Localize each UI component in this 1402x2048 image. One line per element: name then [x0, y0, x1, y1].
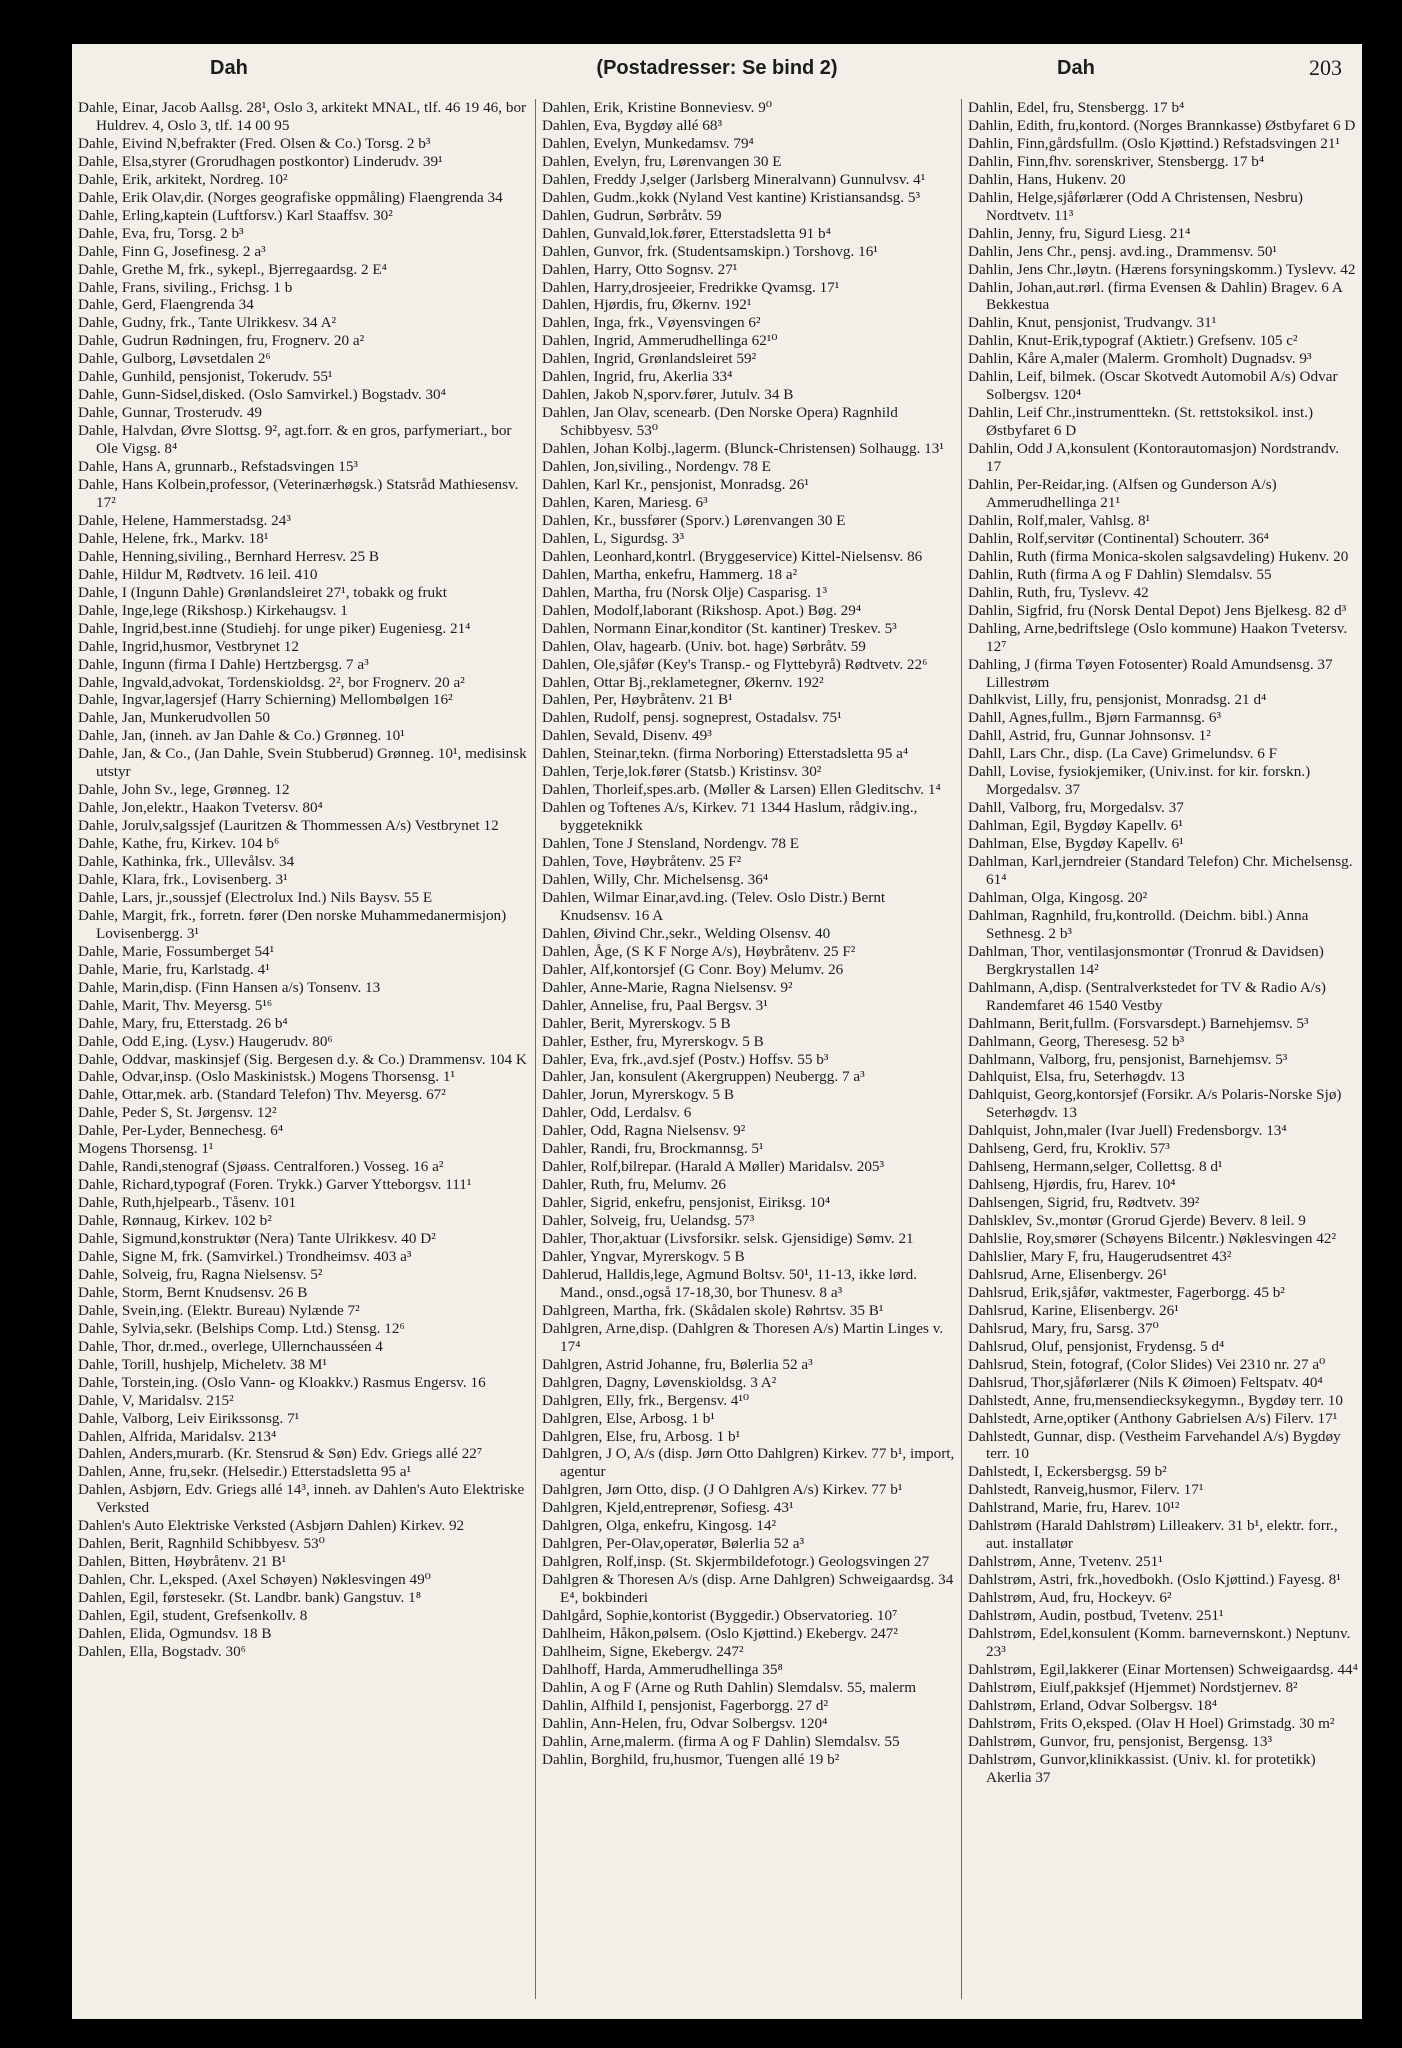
- directory-entry: Dahlin, Borghild, fru,husmor, Tuengen allé 19 b²: [542, 1750, 840, 1768]
- directory-entry: Dahlin, Johan,aut.rørl. (firma Evensen & Dahlin) Bragev. 6 A Bekkestua: [968, 278, 1342, 314]
- directory-entry: Dahle, Gunnar, Trosterudv. 49: [78, 404, 263, 422]
- directory-entry: Dahlstedt, Arne,optiker (Anthony Gabrielsen A/s) Filerv. 17¹: [968, 1409, 1338, 1427]
- directory-entry: Dahlin, Leif Chr.,instrumenttekn. (St. rettstoksikol. inst.) Østbyfaret 6 D: [968, 404, 1314, 440]
- directory-entry: Dahlstrøm, Frits O,eksped. (Olav H Hoel) Grimstadg. 30 m²: [968, 1714, 1335, 1732]
- directory-entry: Dahle, Elsa,styrer (Grorudhagen postkontor) Linderudv. 39¹: [78, 152, 443, 170]
- directory-entry: Dahlen, Inga, frk., Vøyensvingen 6²: [542, 314, 761, 332]
- directory-entry: Dahle, Ingunn (firma I Dahle) Hertzbergsg. 7 a³: [78, 655, 369, 673]
- directory-entry: Dahlen, Bitten, Høybråtenv. 21 B¹: [78, 1553, 287, 1571]
- directory-entry: Dahlstrøm, Astri, frk.,hovedbokh. (Oslo Kjøttind.) Fayesg. 8¹: [968, 1571, 1341, 1589]
- directory-entry: Dahle, Marin,disp. (Finn Hansen a/s) Tonsenv. 13: [78, 978, 381, 996]
- directory-entry: Dahlen, Tone J Stensland, Nordengv. 78 E: [542, 835, 800, 853]
- directory-entry: Dahle, I (Ingunn Dahle) Grønlandsleiret 27¹, tobakk og frukt: [78, 583, 447, 601]
- directory-entry: Dahle, Henning,siviling., Bernhard Herresv. 25 B: [78, 547, 380, 565]
- directory-entry: Dahlen, Rudolf, pensj. sogneprest, Ostadalsv. 75¹: [542, 709, 842, 727]
- directory-entry: Dahlen, Egil, student, Grefsenkollv. 8: [78, 1607, 308, 1625]
- directory-entry: Dahlen, Steinar,tekn. (firma Norboring) Etterstadsletta 95 a⁴: [542, 745, 909, 763]
- directory-entry: Dahle, Gunn-Sidsel,disked. (Oslo Samvirkel.) Bogstadv. 30⁴: [78, 386, 446, 404]
- directory-entry: Dahlstrøm, Aud, fru, Hockeyv. 6²: [968, 1589, 1172, 1607]
- directory-entry: Dahlstrøm, Erland, Odvar Solbergsv. 18⁴: [968, 1696, 1218, 1714]
- directory-entry: Dahlen, Terje,lok.fører (Statsb.) Kristinsv. 30²: [542, 763, 822, 781]
- directory-entry: Dahlquist, Elsa, fru, Seterhøgdv. 13: [968, 1068, 1185, 1086]
- directory-entry: Dahlgren, Rolf,insp. (St. Skjermbildefotogr.) Geologsvingen 27: [542, 1553, 930, 1571]
- directory-entry: Dahle, Jan, & Co., (Jan Dahle, Svein Stubberud) Grønneg. 10¹, medisinsk utstyr: [78, 745, 527, 781]
- header-right-keyword: Dah: [1057, 57, 1095, 79]
- directory-entry: Dahlin, Arne,malerm. (firma A og F Dahlin) Slemdalsv. 55: [542, 1732, 900, 1750]
- directory-entry: Dahle, Richard,typograf (Foren. Trykk.) Garver Ytteborgsv. 111¹: [78, 1176, 472, 1194]
- directory-entry: Dahlsrud, Oluf, pensjonist, Frydensg. 5 d⁴: [968, 1337, 1225, 1355]
- directory-entry: Dahlen, Ole,sjåfør (Key's Transp.- og Flyttebyrå) Rødtvetv. 22⁶: [542, 655, 928, 673]
- directory-entry: Dahlin, Edith, fru,kontord. (Norges Brannkasse) Østbyfaret 6 D: [968, 116, 1356, 134]
- directory-entry: Dahler, Rolf,bilrepar. (Harald A Møller) Maridalsv. 205³: [542, 1158, 885, 1176]
- directory-entry: Dahlen, Chr. L,eksped. (Axel Schøyen) Nøklesvingen 49⁰: [78, 1571, 431, 1589]
- directory-entry: Dahlslier, Mary F, fru, Haugerudsentret 43²: [968, 1248, 1232, 1265]
- directory-entry: Dahlsrud, Thor,sjåførlærer (Nils K Øimoen) Feltspatv. 40⁴: [968, 1373, 1323, 1391]
- directory-entry: Dahlen, Elida, Ogmundsv. 18 B: [78, 1625, 272, 1643]
- directory-entry: Dahle, Eivind N,befrakter (Fred. Olsen & Co.) Torsg. 2 b³: [78, 134, 431, 152]
- directory-entry: Dahlen, Martha, enkefru, Hammerg. 18 a²: [542, 565, 798, 583]
- directory-entry: Dahling, Arne,bedriftslege (Oslo kommune) Haakon Tvetersv. 12⁷: [968, 619, 1348, 655]
- directory-entry: Dahlen, Tove, Høybråtenv. 25 F²: [542, 853, 742, 871]
- directory-entry: Dahlen, Ella, Bogstadv. 30⁶: [78, 1642, 246, 1660]
- directory-entry: Dahle, Grethe M, frk., sykepl., Bjerregaardsg. 2 E⁴: [78, 260, 387, 278]
- directory-entry: Dahlen, Sevald, Disenv. 49³: [542, 727, 712, 745]
- directory-entry: Dahlen, Evelyn, fru, Lørenvangen 30 E: [542, 152, 782, 170]
- directory-entry: Dahlin, Knut-Erik,typograf (Aktietr.) Grefsenv. 105 c²: [968, 332, 1298, 350]
- directory-entry: Dahle, Jan, (inneh. av Jan Dahle & Co.) Grønneg. 10¹: [78, 727, 405, 745]
- header-center-note: (Postadresser: Se bind 2): [596, 57, 838, 79]
- directory-entry: Dahler, Jan, konsulent (Akergruppen) Neubergg. 7 a³: [542, 1068, 865, 1086]
- directory-entry: Dahle, Svein,ing. (Elektr. Bureau) Nylænde 7²: [78, 1301, 360, 1319]
- directory-entry: Dahle, Marit, Thv. Meyersg. 5¹⁶: [78, 996, 273, 1014]
- directory-entry: Dahle, Rønnaug, Kirkev. 102 b²: [78, 1212, 272, 1230]
- directory-entry: Dahle, Sylvia,sekr. (Belships Comp. Ltd.) Stensg. 12⁶: [78, 1319, 405, 1337]
- directory-entry: Dahlstedt, Ranveig,husmor, Filerv. 17¹: [968, 1481, 1204, 1499]
- directory-entry: Dahlseng, Gerd, fru, Krokliv. 57³: [968, 1140, 1170, 1158]
- directory-entry: Dahler, Berit, Myrerskogv. 5 B: [542, 1014, 731, 1032]
- directory-entry: Dahlen, Karen, Mariesg. 6³: [542, 493, 708, 511]
- directory-entry: Dahler, Ruth, fru, Melumv. 26: [542, 1176, 726, 1194]
- directory-entry: Dahlslie, Roy,smører (Schøyens Bilcentr.) Nøklesvingen 42²: [968, 1230, 1337, 1248]
- directory-entry: Dahlen, Martha, fru (Norsk Olje) Casparisg. 1³: [542, 583, 828, 601]
- directory-entry: Dahle, Storm, Bernt Knudsensv. 26 B: [78, 1283, 308, 1301]
- column-divider: [961, 99, 962, 1999]
- directory-entry: Dahlin, Alfhild I, pensjonist, Fagerborgg. 27 d²: [542, 1696, 829, 1714]
- directory-entry: Dahlstrøm (Harald Dahlstrøm) Lilleakerv. 31 b¹, elektr. forr., aut. installatør: [968, 1517, 1338, 1553]
- directory-entry: Dahle, Ingvald,advokat, Tordenskioldsg. 2², bor Frognerv. 20 a²: [78, 673, 465, 691]
- directory-entry: Dahlin, Edel, fru, Stensbergg. 17 b⁴: [968, 99, 1185, 116]
- directory-entry: Dahler, Randi, fru, Brockmannsg. 5¹: [542, 1140, 764, 1158]
- directory-entry: Dahlsrud, Mary, fru, Sarsg. 37⁰: [968, 1319, 1159, 1337]
- directory-entry: Dahlen, Hjørdis, fru, Økernv. 192¹: [542, 296, 752, 314]
- page-number: 203: [1309, 55, 1342, 80]
- directory-entry: Dahlstrøm, Anne, Tvetenv. 251¹: [968, 1553, 1163, 1571]
- directory-entry: Dahlen, Ottar Bj.,reklametegner, Økernv. 192²: [542, 673, 824, 691]
- directory-entry: Dahlstedt, Anne, fru,mensendiecksykegymn., Bygdøy terr. 10: [968, 1391, 1343, 1409]
- directory-entry: Dahlseng, Hjørdis, fru, Harev. 10⁴: [968, 1176, 1176, 1194]
- directory-entry: Dahle, Helene, frk., Markv. 18¹: [78, 529, 269, 547]
- directory-entry: Dahlen, Leonhard,kontrl. (Bryggeservice) Kittel-Nielsensv. 86: [542, 547, 923, 565]
- directory-entry: Dahlquist, John,maler (Ivar Juell) Fredensborgv. 13⁴: [968, 1122, 1287, 1140]
- directory-entry: Dahlen, Ingrid, Ammerudhellinga 62¹⁰: [542, 332, 778, 350]
- directory-entry: Dahlsklev, Sv.,montør (Grorud Gjerde) Beverv. 8 leil. 9: [968, 1212, 1306, 1230]
- directory-entry: Dahlstrøm, Gunvor, fru, pensjonist, Bergensg. 13³: [968, 1732, 1273, 1750]
- directory-entry: Dahlin, Knut, pensjonist, Trudvangv. 31¹: [968, 314, 1217, 332]
- directory-entry: Dahler, Jorun, Myrerskogv. 5 B: [542, 1086, 735, 1104]
- directory-entry: Dahlstedt, Gunnar, disp. (Vestheim Farvehandel A/s) Bygdøy terr. 10: [968, 1427, 1341, 1463]
- directory-entry: Dahlsrud, Erik,sjåfør, vaktmester, Fagerborgg. 45 b²: [968, 1283, 1285, 1301]
- column-divider: [535, 99, 536, 1999]
- directory-entry: Dahlheim, Håkon,pølsem. (Oslo Kjøttind.) Ekebergv. 247²: [542, 1625, 898, 1643]
- directory-entry: Dahlhoff, Harda, Ammerudhellinga 35⁸: [542, 1660, 783, 1678]
- directory-entry: Dahlen, Alfrida, Maridalsv. 213⁴: [78, 1427, 277, 1445]
- directory-entry: Dahlin, Ruth (firma A og F Dahlin) Slemdalsv. 55: [968, 565, 1272, 583]
- directory-entry: Dahlen, Gudm.,kokk (Nyland Vest kantine) Kristiansandsg. 5³: [542, 188, 920, 206]
- directory-entry: Dahlsrud, Karine, Elisenbergv. 26¹: [968, 1301, 1179, 1319]
- directory-entry: Dahler, Yngvar, Myrerskogv. 5 B: [542, 1248, 745, 1265]
- directory-entry: Mogens Thorsensg. 1¹: [78, 1140, 214, 1158]
- directory-entry: Dahle, Solveig, fru, Ragna Nielsensv. 5²: [78, 1265, 323, 1283]
- directory-entry: Dahlin, Ruth, fru, Tyslevv. 42: [968, 583, 1149, 601]
- directory-entry: Dahlgren, Else, fru, Arbosg. 1 b¹: [542, 1427, 741, 1445]
- directory-entry: Dahle, Marie, fru, Karlstadg. 4¹: [78, 960, 270, 978]
- directory-entry: Dahler, Esther, fru, Myrerskogv. 5 B: [542, 1032, 764, 1050]
- directory-entry: Dahler, Anne-Marie, Ragna Nielsensv. 9²: [542, 978, 793, 996]
- directory-entry: Dahlgren & Thoresen A/s (disp. Arne Dahlgren) Schweigaardsg. 34 E⁴, bokbinderi: [542, 1571, 954, 1607]
- directory-entry: Dahlstrøm, Audin, postbud, Tvetenv. 251¹: [968, 1607, 1224, 1625]
- directory-entry: Dahlgren, Per-Olav,operatør, Bølerlia 52 a³: [542, 1535, 805, 1553]
- directory-entry: Dahler, Annelise, fru, Paal Bergsv. 3¹: [542, 996, 768, 1014]
- directory-entry: Dahlmann, A,disp. (Sentralverkstedet for TV & Radio A/s) Randemfaret 46 1540 Vestby: [968, 978, 1326, 1014]
- directory-entry: Dahler, Sigrid, enkefru, pensjonist, Eiriksg. 10⁴: [542, 1194, 831, 1212]
- directory-entry: Dahlen, Gunvald,lok.fører, Etterstadsletta 91 b⁴: [542, 224, 831, 242]
- directory-entry: Dahling, J (firma Tøyen Fotosenter) Roald Amundsensg. 37 Lillestrøm: [968, 655, 1333, 691]
- directory-entry: Dahlen, Freddy J,selger (Jarlsberg Mineralvann) Gunnulvsv. 4¹: [542, 170, 926, 188]
- directory-entry: Dahll, Lars Chr., disp. (La Cave) Grimelundsv. 6 F: [968, 745, 1278, 763]
- directory-entry: Dahlen, Gunvor, frk. (Studentsamskipn.) Torshovg. 16¹: [542, 242, 878, 260]
- directory-entry: Dahlin, Ruth (firma Monica-skolen salgsavdeling) Hukenv. 20: [968, 547, 1349, 565]
- directory-entry: Dahle, Oddvar, maskinsjef (Sig. Bergesen d.y. & Co.) Drammensv. 104 K: [78, 1050, 527, 1068]
- directory-entry: Dahle, Signe M, frk. (Samvirkel.) Trondheimsv. 403 a³: [78, 1248, 412, 1265]
- directory-entry: Dahlen, Jan Olav, scenearb. (Den Norske Opera) Ragnhild Schibbyesv. 53⁰: [542, 404, 898, 440]
- directory-entry: Dahlen, Erik, Kristine Bonneviesv. 9⁰: [542, 99, 772, 116]
- page-header: [72, 44, 1362, 90]
- directory-entry: Dahlin, Jenny, fru, Sigurd Liesg. 21⁴: [968, 224, 1191, 242]
- directory-entry: Dahlgren, Dagny, Løvenskioldsg. 3 A²: [542, 1373, 777, 1391]
- directory-entry: Dahle, Gudny, frk., Tante Ulrikkesv. 34 A²: [78, 314, 337, 332]
- directory-entry: Dahler, Eva, frk.,avd.sjef (Postv.) Hoffsv. 55 b³: [542, 1050, 829, 1068]
- directory-entry: Dahlgren, J O, A/s (disp. Jørn Otto Dahlgren) Kirkev. 77 b¹, import, agentur: [542, 1445, 955, 1481]
- directory-entry: Dahlstedt, I, Eckersbergsg. 59 b²: [968, 1463, 1167, 1481]
- directory-entry: Dahle, V, Maridalsv. 215²: [78, 1391, 234, 1409]
- directory-entry: Dahle, Mary, fru, Etterstadg. 26 b⁴: [78, 1014, 288, 1032]
- directory-entry: Dahle, Hans Kolbein,professor, (Veterinærhøgsk.) Statsråd Mathiesensv. 17²: [78, 476, 519, 511]
- directory-entry: Dahlsrud, Stein, fotograf, (Color Slides) Vei 2310 nr. 27 a⁰: [968, 1355, 1326, 1373]
- directory-entry: Dahlsrud, Arne, Elisenbergv. 26¹: [968, 1265, 1168, 1283]
- directory-entry: Dahlquist, Georg,kontorsjef (Forsikr. A/s Polaris-Norske Sjø) Seterhøgdv. 13: [968, 1086, 1342, 1122]
- directory-entry: Dahle, Eva, fru, Torsg. 2 b³: [78, 224, 244, 242]
- directory-entry: Dahle, Finn G, Josefinesg. 2 a³: [78, 242, 266, 260]
- directory-entry: Dahlen, Ingrid, fru, Akerlia 33⁴: [542, 368, 733, 386]
- directory-entry: Dahle, Gerd, Flaengrenda 34: [78, 296, 254, 314]
- directory-entry: Dahle, Valborg, Leiv Eirikssonsg. 7¹: [78, 1409, 300, 1427]
- directory-entry: Dahlen, Åge, (S K F Norge A/s), Høybråtenv. 25 F²: [542, 942, 856, 960]
- directory-entry: Dahle, Hildur M, Rødtvetv. 16 leil. 410: [78, 565, 318, 583]
- directory-entry: Dahle, Ingrid,best.inne (Studiehj. for unge piker) Eugeniesg. 21⁴: [78, 619, 471, 637]
- directory-entry: Dahlen, Berit, Ragnhild Schibbyesv. 53⁰: [78, 1535, 325, 1553]
- directory-entry: Dahlin, Rolf,servitør (Continental) Schouterr. 36⁴: [968, 529, 1269, 547]
- directory-entry: Dahle, Gudrun Rødningen, fru, Frognerv. 20 a²: [78, 332, 365, 350]
- directory-entry: Dahle, Inge,lege (Rikshosp.) Kirkehaugsv. 1: [78, 601, 348, 619]
- directory-entry: Dahle, Gunhild, pensjonist, Tokerudv. 55¹: [78, 368, 333, 386]
- directory-entry: Dahlin, A og F (Arne og Ruth Dahlin) Slemdalsv. 55, malerm: [542, 1678, 917, 1696]
- directory-entry: Dahle, Randi,stenograf (Sjøass. Centralforen.) Vosseg. 16 a²: [78, 1158, 444, 1176]
- directory-entry: Dahll, Valborg, fru, Morgedalsv. 37: [968, 799, 1184, 817]
- directory-entry: Dahlheim, Signe, Ekebergv. 247²: [542, 1642, 744, 1660]
- directory-entry: Dahlsengen, Sigrid, fru, Rødtvetv. 39²: [968, 1194, 1200, 1212]
- directory-entry: Dahler, Thor,aktuar (Livsforsikr. selsk. Gjensidige) Sømv. 21: [542, 1230, 914, 1248]
- directory-entry: Dahle, Margit, frk., forretn. fører (Den norske Muhammedanermisjon) Lovisenbergg. 3¹: [78, 906, 507, 942]
- directory-entry: Dahlen, Ingrid, Grønlandsleiret 59²: [542, 350, 757, 368]
- directory-entry: Dahlgren, Jørn Otto, disp. (J O Dahlgren A/s) Kirkev. 77 b¹: [542, 1481, 903, 1499]
- directory-entry: Dahlgren, Kjeld,entreprenør, Sofiesg. 43¹: [542, 1499, 794, 1517]
- directory-entry: Dahlgren, Olga, enkefru, Kingosg. 14²: [542, 1517, 776, 1535]
- directory-entry: Dahle, Odvar,insp. (Oslo Maskinistsk.) Mogens Thorsensg. 1¹: [78, 1068, 455, 1086]
- directory-entry: Dahlgreen, Martha, frk. (Skådalen skole) Røhrtsv. 35 B¹: [542, 1301, 884, 1319]
- directory-entry: Dahlen, Kr., bussfører (Sporv.) Lørenvangen 30 E: [542, 511, 846, 529]
- directory-entry: Dahlmann, Georg, Theresesg. 52 b³: [968, 1032, 1185, 1050]
- directory-entry: Dahle, Jorulv,salgssjef (Lauritzen & Thommessen A/s) Vestbrynet 12: [78, 817, 499, 835]
- directory-entry: Dahlin, Sigfrid, fru (Norsk Dental Depot) Jens Bjelkesg. 82 d³: [968, 601, 1347, 619]
- directory-entry: Dahlen, Harry, Otto Sognsv. 27¹: [542, 260, 738, 278]
- directory-entry: Dahle, Gulborg, Løvsetdalen 2⁶: [78, 350, 271, 368]
- directory-entry: Dahlin, Hans, Hukenv. 20: [968, 170, 1126, 188]
- directory-entry: Dahlen, Gudrun, Sørbråtv. 59: [542, 206, 722, 224]
- directory-entry: Dahle, Torstein,ing. (Oslo Vann- og Kloakkv.) Rasmus Engersv. 16: [78, 1373, 486, 1391]
- directory-entry: Dahll, Lovise, fysiokjemiker, (Univ.inst. for kir. forskn.) Morgedalsv. 37: [968, 763, 1311, 799]
- header-left-keyword: Dah: [210, 57, 248, 79]
- directory-entry: Dahlen, Egil, førstesekr. (St. Landbr. bank) Gangstuv. 1⁸: [78, 1589, 422, 1607]
- directory-entry: Dahlman, Karl,jerndreier (Standard Telefon) Chr. Michelsensg. 61⁴: [968, 853, 1353, 888]
- directory-entry: Dahlgren, Else, Arbosg. 1 b¹: [542, 1409, 715, 1427]
- directory-entry: Dahle, Thor, dr.med., overlege, Ullernchausséen 4: [78, 1337, 383, 1355]
- directory-entry: Dahlen, Asbjørn, Edv. Griegs allé 14³, inneh. av Dahlen's Auto Elektriske Verksted: [78, 1481, 525, 1517]
- directory-entry: Dahlmann, Berit,fullm. (Forsvarsdept.) Barnehjemsv. 5³: [968, 1014, 1309, 1032]
- directory-entry: Dahlen, Anders,murarb. (Kr. Stensrud & Søn) Edv. Griegs allé 22⁷: [78, 1445, 483, 1463]
- directory-entry: Dahlman, Thor, ventilasjonsmontør (Tronrud & Davidsen) Bergkrystallen 14²: [968, 942, 1324, 978]
- directory-entry: Dahlen, Johan Kolbj.,lagerm. (Blunck-Christensen) Solhaugg. 13¹: [542, 440, 944, 458]
- directory-entry: Dahle, Erling,kaptein (Luftforsv.) Karl Staaffsv. 30²: [78, 206, 393, 224]
- directory-entry: Dahlen, Karl Kr., pensjonist, Monradsg. 26¹: [542, 476, 809, 494]
- directory-entry: Dahler, Odd, Ragna Nielsensv. 9²: [542, 1122, 746, 1140]
- directory-entry: Dahler, Odd, Lerdalsv. 6: [542, 1104, 692, 1122]
- directory-entry: Dahlen, Anne, fru,sekr. (Helsedir.) Etterstadsletta 95 a¹: [78, 1463, 412, 1481]
- directory-entry: Dahlman, Egil, Bygdøy Kapellv. 6¹: [968, 817, 1183, 835]
- directory-entry: Dahle, Halvdan, Øvre Slottsg. 9², agt.forr. & en gros, parfymeriart., bor Ole Vigsg. 8⁴: [78, 422, 512, 458]
- directory-entry: Dahle, Ottar,mek. arb. (Standard Telefon) Thv. Meyersg. 67²: [78, 1086, 446, 1104]
- directory-entry: Dahlen, L, Sigurdsg. 3³: [542, 529, 685, 547]
- directory-entry: Dahlgård, Sophie,kontorist (Byggedir.) Observatorieg. 10⁷: [542, 1607, 898, 1625]
- directory-entry: Dahle, Jon,elektr., Haakon Tvetersv. 80⁴: [78, 799, 323, 817]
- directory-column-2: [542, 99, 957, 2004]
- directory-entry: Dahlstrøm, Egil,lakkerer (Einar Mortensen) Schweigaardsg. 44⁴: [968, 1660, 1358, 1678]
- directory-entry: Dahlseng, Hermann,selger, Collettsg. 8 d¹: [968, 1158, 1223, 1176]
- directory-entry: Dahle, Jan, Munkerudvollen 50: [78, 709, 270, 727]
- directory-entry: Dahlerud, Halldis,lege, Agmund Boltsv. 50¹, 11-13, ikke lørd. Mand., onsd.,også 17-18,30, bor Thunesv. 8 a³: [542, 1265, 918, 1301]
- directory-entry: Dahll, Agnes,fullm., Bjørn Farmannsg. 6³: [968, 709, 1222, 727]
- directory-entry: Dahle, Kathinka, frk., Ullevålsv. 34: [78, 853, 295, 871]
- directory-entry: Dahlgren, Arne,disp. (Dahlgren & Thoresen A/s) Martin Linges v. 17⁴: [542, 1319, 944, 1355]
- directory-page: [72, 44, 1362, 2019]
- directory-entry: Dahlen, Evelyn, Munkedamsv. 79⁴: [542, 134, 754, 152]
- directory-entry: Dahlstrøm, Edel,konsulent (Komm. barnevernskont.) Neptunv. 23³: [968, 1625, 1351, 1660]
- directory-entry: Dahlen, Harry,drosjeeier, Fredrikke Qvamsg. 17¹: [542, 278, 840, 296]
- directory-entry: Dahlin, Jens Chr.,løytn. (Hærens forsyningskomm.) Tyslevv. 42: [968, 260, 1356, 278]
- directory-entry: Dahle, Ingvar,lagersjef (Harry Schierning) Mellombølgen 16²: [78, 691, 453, 709]
- directory-entry: Dahlin, Kåre A,maler (Malerm. Gromholt) Dugnadsv. 9³: [968, 350, 1312, 368]
- directory-entry: Dahlmann, Valborg, fru, pensjonist, Barnehjemsv. 5³: [968, 1050, 1288, 1068]
- directory-entry: Dahlen, Olav, hagearb. (Univ. bot. hage) Sørbråtv. 59: [542, 637, 866, 655]
- directory-entry: Dahlman, Ragnhild, fru,kontrolld. (Deichm. bibl.) Anna Sethnesg. 2 b³: [968, 906, 1309, 942]
- directory-entry: Dahle, John Sv., lege, Grønneg. 12: [78, 781, 290, 799]
- directory-entry: Dahler, Solveig, fru, Uelandsg. 57³: [542, 1212, 755, 1230]
- directory-entry: Dahle, Helene, Hammerstadsg. 24³: [78, 511, 291, 529]
- directory-entry: Dahlman, Else, Bygdøy Kapellv. 6¹: [968, 835, 1184, 853]
- directory-entry: Dahlin, Jens Chr., pensj. avd.ing., Drammensv. 50¹: [968, 242, 1277, 260]
- directory-entry: Dahle, Ingrid,husmor, Vestbrynet 12: [78, 637, 299, 655]
- directory-entry: Dahle, Einar, Jacob Aallsg. 28¹, Oslo 3, arkitekt MNAL, tlf. 46 19 46, bor Huldrev. 4, Oslo 3, tlf. 14 00 95: [78, 99, 527, 134]
- directory-entry: Dahle, Torill, hushjelp, Micheletv. 38 M¹: [78, 1355, 327, 1373]
- directory-entry: Dahlen, Thorleif,spes.arb. (Møller & Larsen) Ellen Gleditschv. 1⁴: [542, 781, 941, 799]
- directory-entry: Dahlen, Jakob N,sporv.fører, Jutulv. 34 B: [542, 386, 794, 404]
- directory-entry: Dahlstrand, Marie, fru, Harev. 10¹²: [968, 1499, 1180, 1517]
- directory-entry: Dahll, Astrid, fru, Gunnar Johnsonsv. 1²: [968, 727, 1211, 745]
- directory-entry: Dahlin, Rolf,maler, Vahlsg. 8¹: [968, 511, 1151, 529]
- directory-entry: Dahlin, Helge,sjåførlærer (Odd A Christensen, Nesbru) Nordtvetv. 11³: [968, 188, 1303, 224]
- directory-entry: Dahle, Ruth,hjelpearb., Tåsenv. 101: [78, 1194, 297, 1212]
- directory-entry: Dahle, Erik, arkitekt, Nordreg. 10²: [78, 170, 288, 188]
- directory-column-1: [78, 99, 531, 2004]
- directory-entry: Dahle, Frans, siviling., Frichsg. 1 b: [78, 278, 293, 296]
- directory-entry: Dahlen, Jon,siviling., Nordengv. 78 E: [542, 458, 771, 476]
- directory-entry: Dahlstrøm, Gunvor,klinikkassist. (Univ. kl. for protetikk) Akerlia 37: [968, 1750, 1316, 1786]
- directory-entry: Dahlin, Per-Reidar,ing. (Alfsen og Gunderson A/s) Ammerudhellinga 21¹: [968, 476, 1277, 511]
- directory-entry: Dahlen, Wilmar Einar,avd.ing. (Telev. Oslo Distr.) Bernt Knudsensv. 16 A: [542, 888, 886, 924]
- directory-column-3: [968, 99, 1358, 2004]
- directory-entry: Dahlman, Olga, Kingosg. 20²: [968, 888, 1148, 906]
- directory-entry: Dahlen, Willy, Chr. Michelsensg. 36⁴: [542, 870, 769, 888]
- directory-entry: Dahlgren, Astrid Johanne, fru, Bølerlia 52 a³: [542, 1355, 813, 1373]
- directory-entry: Dahlstrøm, Eiulf,pakksjef (Hjemmet) Nordstjernev. 8²: [968, 1678, 1298, 1696]
- directory-entry: Dahle, Kathe, fru, Kirkev. 104 b⁶: [78, 835, 280, 853]
- directory-entry: Dahler, Alf,kontorsjef (G Conr. Boy) Melumv. 26: [542, 960, 844, 978]
- directory-entry: Dahlin, Finn,fhv. sorenskriver, Stensbergg. 17 b⁴: [968, 152, 1265, 170]
- directory-entry: Dahlin, Finn,gårdsfullm. (Oslo Kjøttind.) Refstadsvingen 21¹: [968, 134, 1340, 152]
- directory-entry: Dahle, Hans A, grunnarb., Refstadsvingen 15³: [78, 458, 358, 476]
- directory-entry: Dahle, Lars, jr.,soussjef (Electrolux Ind.) Nils Baysv. 55 E: [78, 888, 433, 906]
- directory-entry: Dahlen, Per, Høybråtenv. 21 B¹: [542, 691, 733, 709]
- directory-entry: Dahlin, Odd J A,konsulent (Kontorautomasjon) Nordstrandv. 17: [968, 440, 1340, 476]
- directory-entry: Dahlen, Eva, Bygdøy allé 68³: [542, 116, 723, 134]
- directory-entry: Dahle, Klara, frk., Lovisenberg. 3¹: [78, 870, 288, 888]
- directory-entry: Dahle, Peder S, St. Jørgensv. 12²: [78, 1104, 277, 1122]
- directory-entry: Dahlen, Øivind Chr.,sekr., Welding Olsensv. 40: [542, 924, 831, 942]
- directory-entry: Dahle, Marie, Fossumberget 54¹: [78, 942, 275, 960]
- directory-entry: Dahlen's Auto Elektriske Verksted (Asbjørn Dahlen) Kirkev. 92: [78, 1517, 465, 1535]
- directory-entry: Dahle, Sigmund,konstruktør (Nera) Tante Ulrikkesv. 40 D²: [78, 1230, 436, 1248]
- directory-entry: Dahle, Odd E,ing. (Lysv.) Haugerudv. 80⁶: [78, 1032, 333, 1050]
- directory-entry: Dahle, Per-Lyder, Bennechesg. 6⁴: [78, 1122, 284, 1140]
- directory-entry: Dahlin, Leif, bilmek. (Oscar Skotvedt Automobil A/s) Odvar Solbergsv. 120⁴: [968, 368, 1338, 404]
- directory-entry: Dahlen, Modolf,laborant (Rikshosp. Apot.) Bøg. 29⁴: [542, 601, 862, 619]
- directory-entry: Dahlgren, Elly, frk., Bergensv. 4¹⁰: [542, 1391, 750, 1409]
- directory-entry: Dahle, Erik Olav,dir. (Norges geografiske oppmåling) Flaengrenda 34: [78, 188, 503, 206]
- directory-entry: Dahlkvist, Lilly, fru, pensjonist, Monradsg. 21 d⁴: [968, 691, 1267, 709]
- directory-entry: Dahlin, Ann-Helen, fru, Odvar Solbergsv. 120⁴: [542, 1714, 828, 1732]
- directory-entry: Dahlen, Normann Einar,konditor (St. kantiner) Treskev. 5³: [542, 619, 897, 637]
- directory-entry: Dahlen og Toftenes A/s, Kirkev. 71 1344 Haslum, rådgiv.ing., byggeteknikk: [542, 799, 918, 835]
